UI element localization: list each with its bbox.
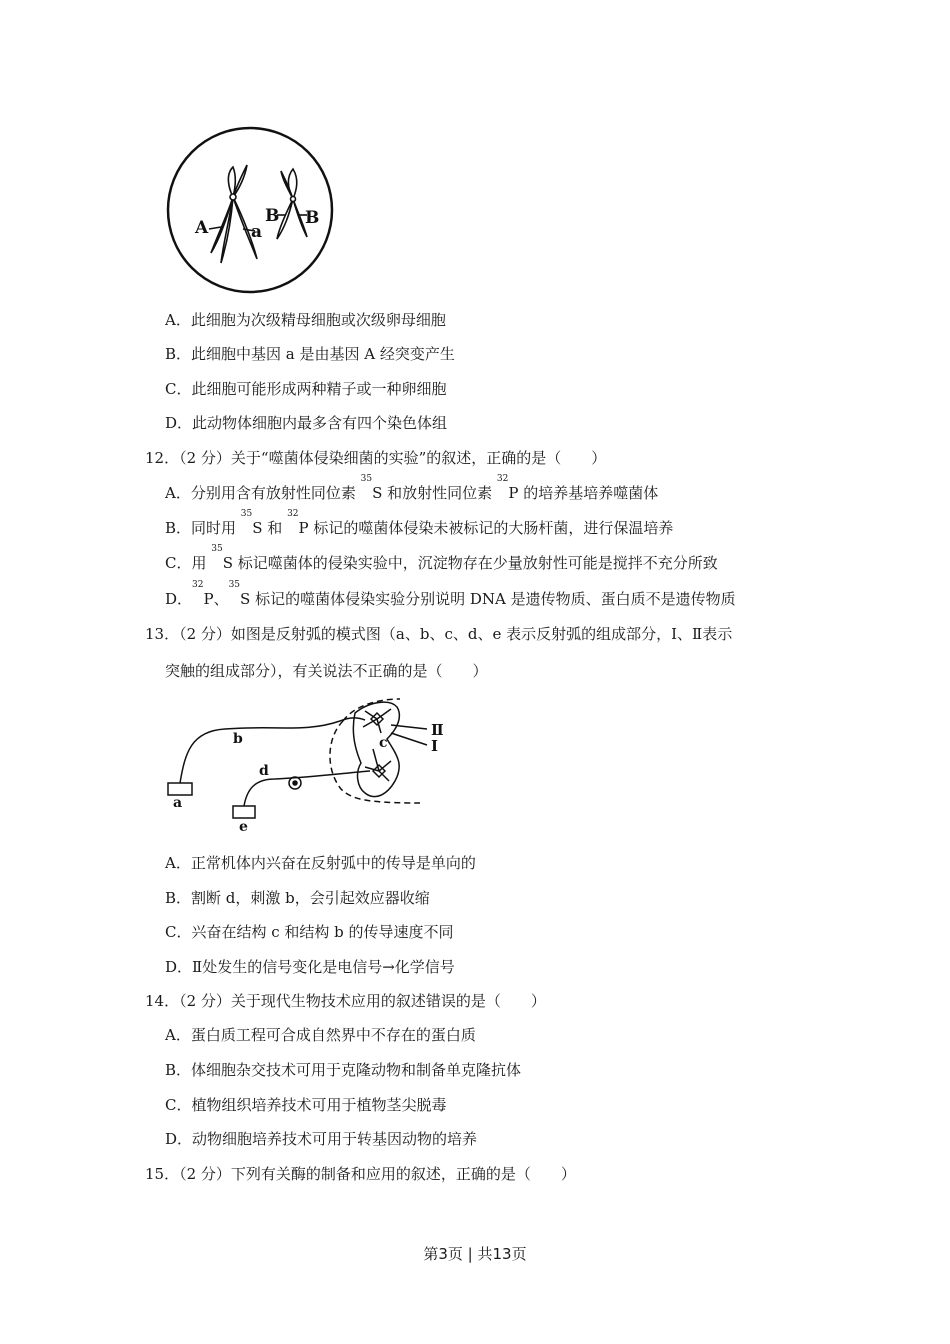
page-footer: 第3页 | 共13页 xyxy=(423,1245,527,1263)
gene-label-B-right: B xyxy=(305,208,320,228)
label-b: b xyxy=(233,731,243,747)
q15-stem: 15．（2 分）下列有关酶的制备和应用的叙述，正确的是（ ） xyxy=(145,1165,576,1183)
q13-option-a: A．正常机体内兴奋在反射弧中的传导是单向的 xyxy=(165,854,476,872)
gene-label-a: a xyxy=(251,222,263,242)
q12-option-d: D．$^{32}$P、$^{35}$S 标记的噬菌体侵染实验分别说明 DNA 是遗传物质、蛋白质不是遗传物质 xyxy=(165,580,736,608)
q14-option-c: C．植物组织培养技术可用于植物茎尖脱毒 xyxy=(165,1096,447,1114)
label-synapse-II: Ⅱ xyxy=(431,721,444,739)
cell-figure xyxy=(165,125,345,295)
receptor-box xyxy=(168,783,192,795)
afferent-nerve xyxy=(180,718,365,783)
gray-matter xyxy=(353,702,399,796)
q13-option-d: D．Ⅱ处发生的信号变化是电信号→化学信号 xyxy=(165,958,455,976)
label-d: d xyxy=(259,763,269,779)
label-a: a xyxy=(173,795,183,811)
q12-option-c: C．用 $^{35}$S 标记噬菌体的侵染实验中，沉淀物存在少量放射性可能是搅拌不充分所致 xyxy=(165,544,718,572)
effector-box xyxy=(233,806,255,818)
reflex-arc-figure xyxy=(165,693,455,833)
spinal-cord-boundary xyxy=(330,721,420,803)
q11-option-b: B．此细胞中基因 a 是由基因 A 经突变产生 xyxy=(165,345,455,363)
q14-option-d: D．动物细胞培养技术可用于转基因动物的培养 xyxy=(165,1130,478,1148)
q14-option-b: B．体细胞杂交技术可用于克隆动物和制备单克隆抗体 xyxy=(165,1061,522,1079)
q12-option-b: B．同时用 $^{35}$S 和 $^{32}$P 标记的噬菌体侵染未被标记的大肠杆菌，进行保温培养 xyxy=(165,509,674,537)
q13-stem-line1: 13．（2 分）如图是反射弧的模式图（a、b、c、d、e 表示反射弧的组成部分，Ⅰ、Ⅱ表示 xyxy=(145,625,733,643)
q14-option-a: A．蛋白质工程可合成自然界中不存在的蛋白质 xyxy=(165,1026,476,1044)
chromosome-small xyxy=(277,169,307,239)
q13-option-b: B．割断 d，刺激 b，会引起效应器收缩 xyxy=(165,889,430,907)
gene-label-A: A xyxy=(195,218,209,238)
q11-option-d: D．此动物体细胞内最多含有四个染色体组 xyxy=(165,414,448,432)
q14-stem: 14．（2 分）关于现代生物技术应用的叙述错误的是（ ） xyxy=(145,992,546,1010)
q12-stem: 12．（2 分）关于“噬菌体侵染细菌的实验”的叙述，正确的是（ ） xyxy=(145,449,607,467)
label-e: e xyxy=(239,819,248,833)
q13-option-c: C．兴奋在结构 c 和结构 b 的传导速度不同 xyxy=(165,923,454,941)
q12-option-a: A．分别用含有放射性同位素 $^{35}$S 和放射性同位素 $^{32}$P 的培养基培养噬菌体 xyxy=(165,474,659,502)
q11-option-c: C．此细胞可能形成两种精子或一种卵细胞 xyxy=(165,380,447,398)
q11-option-a: A．此细胞为次级精母细胞或次级卵母细胞 xyxy=(165,311,446,329)
gene-label-B-left: B xyxy=(265,206,280,226)
chromosome-large xyxy=(209,165,257,263)
label-synapse-I: Ⅰ xyxy=(431,737,439,755)
q13-stem-line2: 突触的组成部分），有关说法不正确的是（ ） xyxy=(165,662,488,680)
label-c: c xyxy=(379,735,388,751)
